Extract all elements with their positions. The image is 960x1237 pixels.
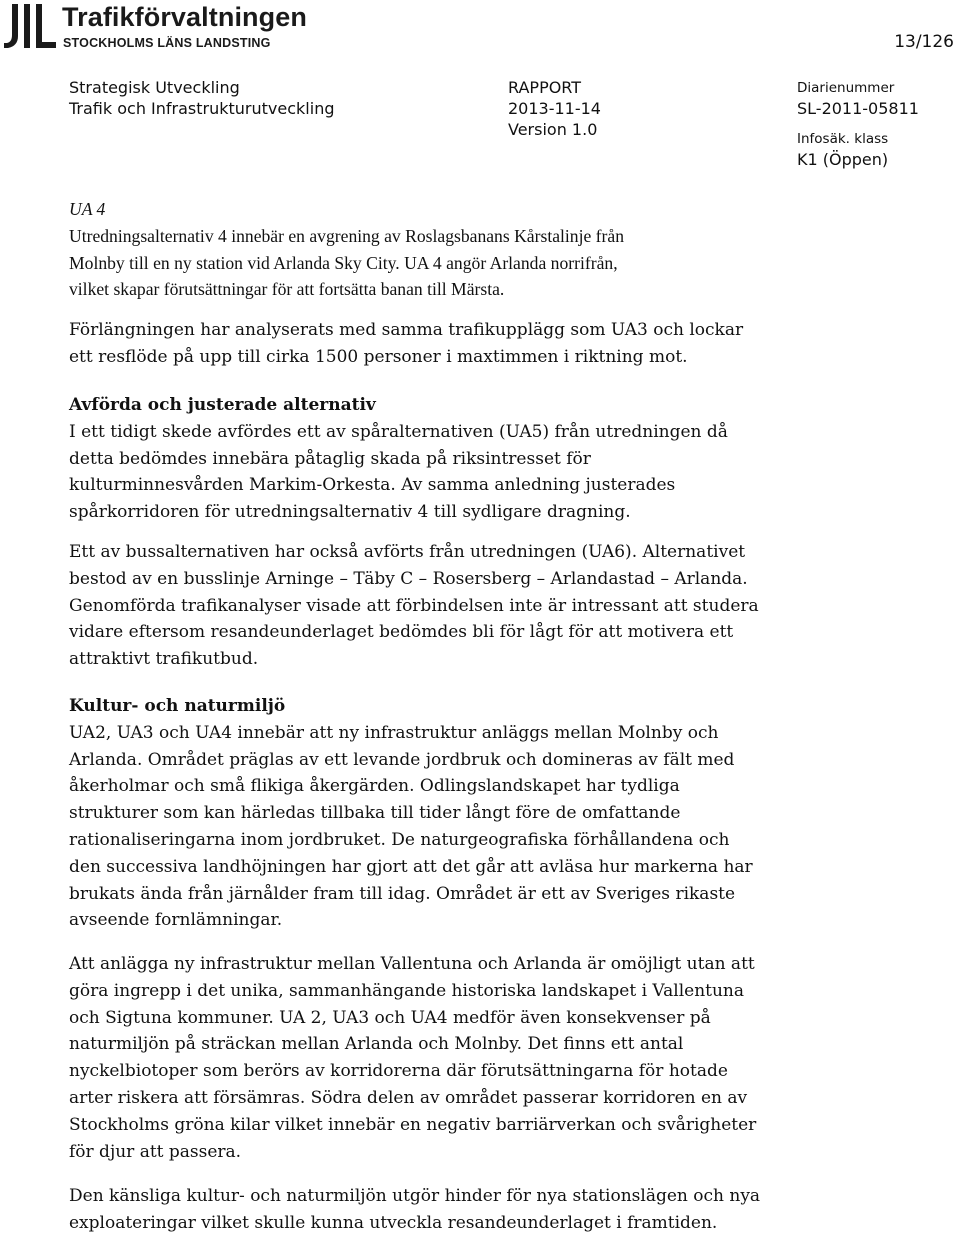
paragraph-line: vilket skapar förutsättningar för att fortsätta banan till Märsta.	[69, 279, 505, 300]
paragraph-line: naturmiljön på sträckan mellan Arlanda och Molnby. Det finns ett antal	[69, 1034, 684, 1055]
paragraph-line: Stockholms gröna kilar vilket innebär en negativ barriärverkan och svårigheter	[69, 1114, 757, 1135]
class-label: Infosäk. klass	[797, 131, 889, 147]
paragraph-line: avseende fornlämningar.	[69, 910, 283, 931]
org-logo	[2, 0, 307, 52]
paragraph-line: rationaliseringarna inom jordbruket. De naturgeografiska förhållandena och	[69, 829, 730, 850]
kultur-paragraph-3	[69, 1183, 949, 1237]
paragraph-line: Att anlägga ny infrastruktur mellan Vallentuna och Arlanda är omöjligt utan att	[69, 954, 755, 974]
paragraph-line: Genomförda trafikanalyser visade att förbindelsen inte är intressant att studera	[69, 595, 759, 616]
paragraph-line: I ett tidigt skede avfördes ett av spåralternativen (UA5) från utredningen då	[69, 421, 728, 442]
paragraph-line: brukats ända från järnålder fram till idag. Området är ett av Sveriges rikaste	[69, 883, 736, 904]
ua4-title: UA 4	[69, 199, 106, 219]
doc-date: 2013-11-14	[508, 99, 601, 118]
paragraph-line: Förlängningen har analyserats med samma trafikupplägg som UA3 och lockar	[69, 320, 744, 340]
paragraph-line: och Sigtuna kommuner. UA 2, UA3 och UA4 medför även konsekvenser på	[69, 1007, 711, 1028]
ua4-paragraph-2	[69, 317, 949, 371]
avforda-paragraph-2	[69, 539, 949, 673]
paragraph-line: spårkorridoren för utredningsalternativ 4 till sydligare dragning.	[69, 502, 631, 523]
paragraph-line: arter riskera att försämras. Södra delen av området passerar korridoren en av	[69, 1087, 748, 1108]
org-subtitle: STOCKHOLMS LÄNS LANDSTING	[63, 36, 271, 50]
paragraph-line: Arlanda. Området präglas av ett levande jordbruk och domineras av fält med	[69, 749, 735, 770]
paragraph-line: ett resflöde på upp till cirka 1500 personer i maxtimmen i riktning mot.	[69, 346, 688, 367]
trafikforvaltningen-logo-icon	[2, 2, 58, 50]
paragraph-line: åkerholmar och små flikiga åkergärden. Odlingslandskapet har tydliga	[69, 776, 680, 797]
paragraph-line: attraktivt trafikutbud.	[69, 649, 259, 670]
ua4-section	[69, 196, 949, 303]
paragraph-line: den successiva landhöjningen har gjort att det går att avläsa hur markerna har	[69, 856, 753, 877]
paragraph-line: Ett av bussalternativen har också avförts från utredningen (UA6). Alternativet	[69, 542, 746, 562]
avforda-section	[69, 392, 949, 526]
paragraph-line: kulturminnesvården Markim-Orkesta. Av samma anledning justerades	[69, 475, 676, 496]
dept-line1: Strategisk Utveckling	[69, 78, 240, 97]
paragraph-line: UA2, UA3 och UA4 innebär att ny infrastruktur anläggs mellan Molnby och	[69, 722, 719, 743]
kultur-paragraph-2	[69, 951, 949, 1165]
paragraph-line: Molnby till en ny station vid Arlanda Sky City. UA 4 angör Arlanda norrifrån,	[69, 252, 618, 273]
paragraph-line: Den känsliga kultur- och naturmiljön utgör hinder för nya stationslägen och nya	[69, 1186, 761, 1206]
paragraph-line: nyckelbiotoper som berörs av korridorerna där förutsättningarna för hotade	[69, 1061, 728, 1082]
diary-number: SL-2011-05811	[797, 99, 919, 118]
avforda-heading: Avförda och justerade alternativ	[69, 395, 376, 415]
paragraph-line: Utredningsalternativ 4 innebär en avgrening av Roslagsbanans Kårstalinje från	[69, 225, 625, 246]
class-value: K1 (Öppen)	[797, 150, 889, 169]
kultur-section	[69, 693, 949, 934]
diary-label: Diarienummer	[797, 80, 895, 96]
doc-type: RAPPORT	[508, 78, 582, 97]
paragraph-line: bestod av en busslinje Arninge – Täby C – Rosersberg – Arlandastad – Arlanda.	[69, 568, 748, 589]
page-number: 13/126	[894, 32, 954, 52]
paragraph-line: för djur att passera.	[69, 1141, 242, 1162]
dept-line2: Trafik och Infrastrukturutveckling	[69, 99, 335, 118]
paragraph-line: göra ingrepp i det unika, sammanhängande historiska landskapet i Vallentuna	[69, 980, 745, 1001]
doc-version: Version 1.0	[508, 120, 598, 139]
paragraph-line: strukturer som kan härledas tillbaka till tider långt före de omfattande	[69, 803, 681, 824]
paragraph-line: vidare eftersom resandeunderlaget bedömdes bli för lågt för att motivera ett	[69, 622, 734, 643]
kultur-heading: Kultur- och naturmiljö	[69, 696, 286, 716]
org-name: Trafikförvaltningen	[62, 2, 307, 32]
paragraph-line: detta bedömdes innebära påtaglig skada på riksintresset för	[69, 448, 591, 469]
paragraph-line: exploateringar vilket skulle kunna utveckla resandeunderlaget i framtiden.	[69, 1212, 718, 1233]
